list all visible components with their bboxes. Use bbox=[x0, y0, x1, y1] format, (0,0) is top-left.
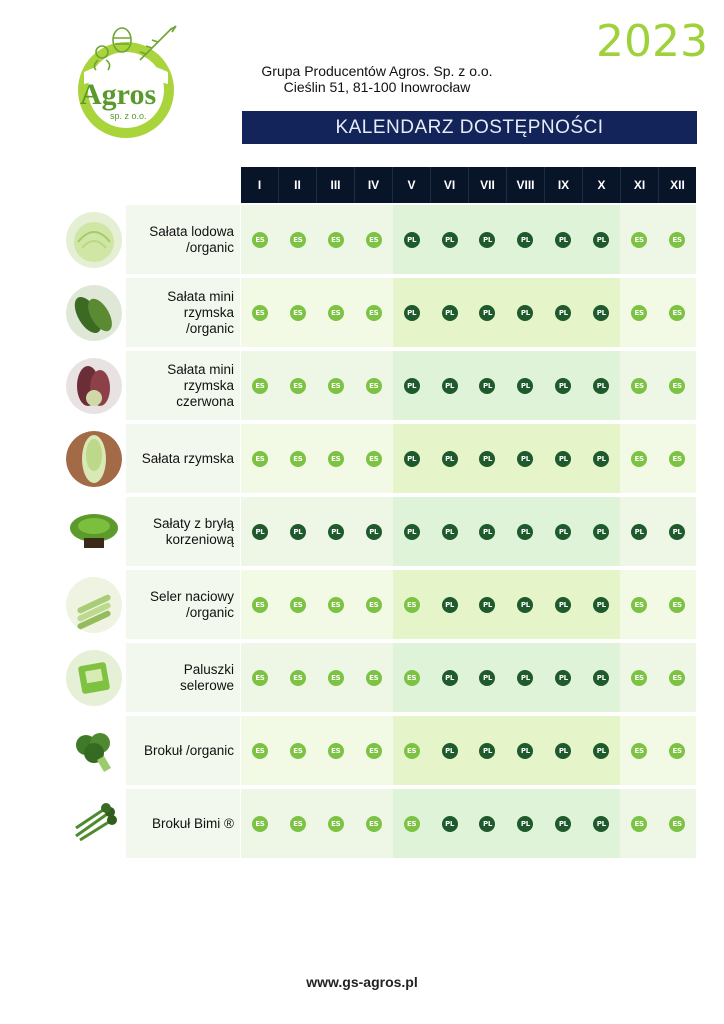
product-name bbox=[126, 205, 240, 274]
poland-origin-badge: PL bbox=[479, 451, 495, 467]
product-name-text: Sałata mini rzymska czerwona bbox=[167, 361, 234, 409]
month-cell-2 bbox=[279, 570, 317, 639]
spain-origin-badge: ES bbox=[328, 743, 344, 759]
month-cell-2 bbox=[279, 789, 317, 858]
month-cells bbox=[241, 789, 696, 858]
month-cell-3 bbox=[317, 570, 355, 639]
month-cell-7 bbox=[469, 570, 507, 639]
poland-origin-badge: PL bbox=[442, 451, 458, 467]
month-cell-9 bbox=[544, 570, 582, 639]
month-header-5: V bbox=[393, 167, 431, 203]
spain-origin-badge: ES bbox=[404, 743, 420, 759]
month-cell-12 bbox=[658, 789, 696, 858]
product-name-text: Brokuł /organic bbox=[143, 742, 234, 758]
poland-origin-badge: PL bbox=[517, 743, 533, 759]
poland-origin-badge: PL bbox=[290, 524, 306, 540]
website-link[interactable]: www.gs-agros.pl bbox=[306, 974, 418, 990]
product-photo bbox=[62, 497, 126, 566]
spain-origin-badge: ES bbox=[366, 305, 382, 321]
month-cell-4 bbox=[355, 497, 393, 566]
product-name-text: Seler naciowy /organic bbox=[149, 588, 234, 620]
poland-origin-badge: PL bbox=[631, 524, 647, 540]
month-cell-10 bbox=[582, 497, 620, 566]
poland-origin-badge: PL bbox=[555, 597, 571, 613]
month-cell-4 bbox=[355, 789, 393, 858]
poland-origin-badge: PL bbox=[555, 305, 571, 321]
spain-origin-badge: ES bbox=[366, 232, 382, 248]
poland-origin-badge: PL bbox=[442, 305, 458, 321]
calendar-banner: KALENDARZ DOSTĘPNOŚCI bbox=[242, 111, 697, 144]
month-cell-6 bbox=[431, 424, 469, 493]
poland-origin-badge: PL bbox=[404, 378, 420, 394]
product-photo bbox=[62, 205, 126, 274]
month-cell-10 bbox=[582, 205, 620, 274]
month-header-10: X bbox=[583, 167, 621, 203]
month-cell-9 bbox=[544, 716, 582, 785]
month-cell-12 bbox=[658, 205, 696, 274]
product-name bbox=[126, 570, 240, 639]
poland-origin-badge: PL bbox=[517, 524, 533, 540]
broccoli-photo bbox=[66, 723, 122, 779]
poland-origin-badge: PL bbox=[517, 378, 533, 394]
month-cell-7 bbox=[469, 643, 507, 712]
month-cell-6 bbox=[431, 643, 469, 712]
month-cell-3 bbox=[317, 716, 355, 785]
poland-origin-badge: PL bbox=[442, 597, 458, 613]
year-label: 2023 bbox=[596, 16, 708, 67]
product-name-text: Sałata lodowa /organic bbox=[149, 223, 234, 255]
month-cell-10 bbox=[582, 278, 620, 347]
month-cell-5 bbox=[393, 424, 431, 493]
poland-origin-badge: PL bbox=[442, 743, 458, 759]
month-cell-5 bbox=[393, 643, 431, 712]
product-row bbox=[62, 497, 698, 566]
celery-sticks-photo bbox=[66, 650, 122, 706]
month-cell-6 bbox=[431, 497, 469, 566]
month-header-9: IX bbox=[545, 167, 583, 203]
month-cell-1 bbox=[241, 424, 279, 493]
poland-origin-badge: PL bbox=[517, 451, 533, 467]
month-header-row bbox=[241, 167, 696, 203]
month-cell-8 bbox=[506, 351, 544, 420]
month-cell-12 bbox=[658, 278, 696, 347]
month-cell-8 bbox=[506, 570, 544, 639]
month-cell-6 bbox=[431, 789, 469, 858]
product-photo bbox=[62, 278, 126, 347]
company-name: Grupa Producentów Agros. Sp. z o.o. bbox=[261, 63, 493, 79]
month-cell-9 bbox=[544, 424, 582, 493]
product-name bbox=[126, 278, 240, 347]
month-cell-7 bbox=[469, 351, 507, 420]
poland-origin-badge: PL bbox=[555, 743, 571, 759]
poland-origin-badge: PL bbox=[252, 524, 268, 540]
month-cell-12 bbox=[658, 351, 696, 420]
month-header-4: IV bbox=[355, 167, 393, 203]
poland-origin-badge: PL bbox=[479, 597, 495, 613]
spain-origin-badge: ES bbox=[669, 816, 685, 832]
poland-origin-badge: PL bbox=[479, 816, 495, 832]
availability-table bbox=[62, 205, 698, 862]
spain-origin-badge: ES bbox=[631, 743, 647, 759]
spain-origin-badge: ES bbox=[631, 232, 647, 248]
poland-origin-badge: PL bbox=[593, 597, 609, 613]
spain-origin-badge: ES bbox=[631, 451, 647, 467]
month-cell-2 bbox=[279, 497, 317, 566]
month-cell-5 bbox=[393, 716, 431, 785]
month-cell-10 bbox=[582, 789, 620, 858]
spain-origin-badge: ES bbox=[669, 670, 685, 686]
month-cell-10 bbox=[582, 351, 620, 420]
poland-origin-badge: PL bbox=[593, 378, 609, 394]
poland-origin-badge: PL bbox=[404, 232, 420, 248]
poland-origin-badge: PL bbox=[328, 524, 344, 540]
spain-origin-badge: ES bbox=[290, 232, 306, 248]
romaine-photo bbox=[66, 431, 122, 487]
month-cell-3 bbox=[317, 205, 355, 274]
product-row bbox=[62, 351, 698, 420]
month-cell-7 bbox=[469, 716, 507, 785]
celery-photo bbox=[66, 577, 122, 633]
month-cell-1 bbox=[241, 278, 279, 347]
product-row bbox=[62, 643, 698, 712]
spain-origin-badge: ES bbox=[631, 378, 647, 394]
month-cell-12 bbox=[658, 643, 696, 712]
product-row bbox=[62, 570, 698, 639]
month-cell-4 bbox=[355, 716, 393, 785]
poland-origin-badge: PL bbox=[593, 743, 609, 759]
spain-origin-badge: ES bbox=[669, 597, 685, 613]
poland-origin-badge: PL bbox=[479, 232, 495, 248]
month-cell-11 bbox=[620, 278, 658, 347]
month-header-3: III bbox=[317, 167, 355, 203]
month-cell-2 bbox=[279, 278, 317, 347]
spain-origin-badge: ES bbox=[328, 670, 344, 686]
poland-origin-badge: PL bbox=[404, 305, 420, 321]
spain-origin-badge: ES bbox=[252, 451, 268, 467]
month-cell-2 bbox=[279, 424, 317, 493]
month-cell-5 bbox=[393, 789, 431, 858]
product-photo bbox=[62, 789, 126, 858]
month-cell-11 bbox=[620, 351, 658, 420]
poland-origin-badge: PL bbox=[479, 305, 495, 321]
poland-origin-badge: PL bbox=[517, 597, 533, 613]
month-cell-6 bbox=[431, 205, 469, 274]
month-cell-3 bbox=[317, 424, 355, 493]
spain-origin-badge: ES bbox=[252, 378, 268, 394]
month-cell-3 bbox=[317, 789, 355, 858]
month-cell-4 bbox=[355, 643, 393, 712]
month-cell-9 bbox=[544, 497, 582, 566]
month-cells bbox=[241, 716, 696, 785]
month-cells bbox=[241, 497, 696, 566]
month-cell-4 bbox=[355, 278, 393, 347]
month-cell-4 bbox=[355, 570, 393, 639]
spain-origin-badge: ES bbox=[252, 305, 268, 321]
month-cell-2 bbox=[279, 351, 317, 420]
poland-origin-badge: PL bbox=[517, 232, 533, 248]
product-row bbox=[62, 205, 698, 274]
poland-origin-badge: PL bbox=[593, 816, 609, 832]
company-address: Cieślin 51, 81-100 Inowrocław bbox=[283, 79, 471, 95]
month-cells bbox=[241, 643, 696, 712]
month-cell-1 bbox=[241, 643, 279, 712]
poland-origin-badge: PL bbox=[555, 232, 571, 248]
product-name bbox=[126, 789, 240, 858]
poland-origin-badge: PL bbox=[479, 524, 495, 540]
product-name-text: Brokuł Bimi ® bbox=[152, 815, 234, 831]
poland-origin-badge: PL bbox=[593, 305, 609, 321]
month-cell-9 bbox=[544, 205, 582, 274]
poland-origin-badge: PL bbox=[555, 816, 571, 832]
spain-origin-badge: ES bbox=[290, 816, 306, 832]
month-cell-1 bbox=[241, 789, 279, 858]
month-cell-12 bbox=[658, 424, 696, 493]
month-cell-3 bbox=[317, 643, 355, 712]
month-cell-6 bbox=[431, 278, 469, 347]
month-cell-5 bbox=[393, 205, 431, 274]
poland-origin-badge: PL bbox=[555, 378, 571, 394]
spain-origin-badge: ES bbox=[366, 597, 382, 613]
spain-origin-badge: ES bbox=[669, 232, 685, 248]
spain-origin-badge: ES bbox=[366, 378, 382, 394]
agros-logo bbox=[66, 22, 196, 142]
poland-origin-badge: PL bbox=[517, 816, 533, 832]
poland-origin-badge: PL bbox=[366, 524, 382, 540]
poland-origin-badge: PL bbox=[669, 524, 685, 540]
poland-origin-badge: PL bbox=[479, 670, 495, 686]
month-header-1: I bbox=[241, 167, 279, 203]
month-cell-6 bbox=[431, 351, 469, 420]
month-cell-12 bbox=[658, 716, 696, 785]
spain-origin-badge: ES bbox=[631, 816, 647, 832]
month-cell-7 bbox=[469, 205, 507, 274]
spain-origin-badge: ES bbox=[328, 378, 344, 394]
poland-origin-badge: PL bbox=[555, 670, 571, 686]
month-cell-5 bbox=[393, 570, 431, 639]
month-cell-8 bbox=[506, 643, 544, 712]
poland-origin-badge: PL bbox=[517, 670, 533, 686]
month-cell-1 bbox=[241, 716, 279, 785]
month-cell-11 bbox=[620, 205, 658, 274]
month-cells bbox=[241, 278, 696, 347]
month-cell-2 bbox=[279, 716, 317, 785]
month-cell-8 bbox=[506, 205, 544, 274]
product-name bbox=[126, 424, 240, 493]
month-cell-10 bbox=[582, 643, 620, 712]
poland-origin-badge: PL bbox=[404, 524, 420, 540]
month-cell-11 bbox=[620, 570, 658, 639]
product-name bbox=[126, 351, 240, 420]
month-cell-10 bbox=[582, 716, 620, 785]
product-name-text: Paluszki selerowe bbox=[179, 661, 234, 693]
spain-origin-badge: ES bbox=[252, 597, 268, 613]
poland-origin-badge: PL bbox=[404, 451, 420, 467]
month-cell-7 bbox=[469, 424, 507, 493]
iceberg-lettuce-photo bbox=[66, 212, 122, 268]
spain-origin-badge: ES bbox=[328, 816, 344, 832]
product-row bbox=[62, 278, 698, 347]
spain-origin-badge: ES bbox=[404, 597, 420, 613]
poland-origin-badge: PL bbox=[479, 743, 495, 759]
month-cell-6 bbox=[431, 716, 469, 785]
month-cell-9 bbox=[544, 278, 582, 347]
month-cell-8 bbox=[506, 497, 544, 566]
product-name-text: Sałaty z bryłą korzeniową bbox=[152, 515, 234, 547]
month-cell-5 bbox=[393, 351, 431, 420]
month-cell-8 bbox=[506, 789, 544, 858]
spain-origin-badge: ES bbox=[252, 670, 268, 686]
poland-origin-badge: PL bbox=[442, 232, 458, 248]
month-cell-4 bbox=[355, 424, 393, 493]
product-photo bbox=[62, 570, 126, 639]
red-romaine-photo bbox=[66, 358, 122, 414]
month-cell-9 bbox=[544, 789, 582, 858]
month-cell-9 bbox=[544, 643, 582, 712]
product-row bbox=[62, 789, 698, 858]
spain-origin-badge: ES bbox=[669, 305, 685, 321]
spain-origin-badge: ES bbox=[631, 670, 647, 686]
month-cell-2 bbox=[279, 643, 317, 712]
spain-origin-badge: ES bbox=[631, 305, 647, 321]
month-cell-10 bbox=[582, 570, 620, 639]
spain-origin-badge: ES bbox=[404, 670, 420, 686]
month-cell-2 bbox=[279, 205, 317, 274]
product-photo bbox=[62, 716, 126, 785]
poland-origin-badge: PL bbox=[517, 305, 533, 321]
month-cell-8 bbox=[506, 278, 544, 347]
poland-origin-badge: PL bbox=[479, 378, 495, 394]
month-cell-3 bbox=[317, 351, 355, 420]
spain-origin-badge: ES bbox=[328, 232, 344, 248]
spain-origin-badge: ES bbox=[328, 597, 344, 613]
spain-origin-badge: ES bbox=[290, 670, 306, 686]
spain-origin-badge: ES bbox=[669, 451, 685, 467]
month-header-6: VI bbox=[431, 167, 469, 203]
month-cell-11 bbox=[620, 424, 658, 493]
month-cell-5 bbox=[393, 497, 431, 566]
spain-origin-badge: ES bbox=[252, 232, 268, 248]
poland-origin-badge: PL bbox=[442, 524, 458, 540]
spain-origin-badge: ES bbox=[290, 597, 306, 613]
month-cell-11 bbox=[620, 716, 658, 785]
month-cell-11 bbox=[620, 789, 658, 858]
month-cell-4 bbox=[355, 351, 393, 420]
month-cell-4 bbox=[355, 205, 393, 274]
month-cells bbox=[241, 351, 696, 420]
month-cell-8 bbox=[506, 716, 544, 785]
product-name bbox=[126, 497, 240, 566]
spain-origin-badge: ES bbox=[328, 305, 344, 321]
poland-origin-badge: PL bbox=[593, 232, 609, 248]
poland-origin-badge: PL bbox=[593, 524, 609, 540]
month-cell-5 bbox=[393, 278, 431, 347]
spain-origin-badge: ES bbox=[366, 451, 382, 467]
poland-origin-badge: PL bbox=[555, 451, 571, 467]
spain-origin-badge: ES bbox=[404, 816, 420, 832]
month-header-11: XI bbox=[621, 167, 659, 203]
month-cell-7 bbox=[469, 278, 507, 347]
mini-romaine-photo bbox=[66, 285, 122, 341]
svg-text:sp. z o.o.: sp. z o.o. bbox=[110, 111, 147, 121]
month-header-8: VIII bbox=[507, 167, 545, 203]
month-cell-3 bbox=[317, 497, 355, 566]
product-name bbox=[126, 716, 240, 785]
month-cell-11 bbox=[620, 643, 658, 712]
month-cells bbox=[241, 424, 696, 493]
spain-origin-badge: ES bbox=[290, 378, 306, 394]
spain-origin-badge: ES bbox=[328, 451, 344, 467]
product-photo bbox=[62, 351, 126, 420]
month-cell-12 bbox=[658, 497, 696, 566]
product-name-text: Sałata rzymska bbox=[141, 450, 234, 466]
month-cell-1 bbox=[241, 570, 279, 639]
product-name bbox=[126, 643, 240, 712]
month-cell-11 bbox=[620, 497, 658, 566]
month-cells bbox=[241, 205, 696, 274]
spain-origin-badge: ES bbox=[252, 743, 268, 759]
spain-origin-badge: ES bbox=[252, 816, 268, 832]
rooted-lettuce-photo bbox=[66, 504, 122, 560]
poland-origin-badge: PL bbox=[442, 378, 458, 394]
poland-origin-badge: PL bbox=[593, 670, 609, 686]
month-header-7: VII bbox=[469, 167, 507, 203]
spain-origin-badge: ES bbox=[669, 378, 685, 394]
product-row bbox=[62, 424, 698, 493]
month-cell-1 bbox=[241, 205, 279, 274]
spain-origin-badge: ES bbox=[366, 743, 382, 759]
poland-origin-badge: PL bbox=[442, 670, 458, 686]
poland-origin-badge: PL bbox=[442, 816, 458, 832]
logo-text: Agros bbox=[80, 78, 157, 111]
product-name-text: Sałata mini rzymska /organic bbox=[167, 288, 234, 336]
month-cell-8 bbox=[506, 424, 544, 493]
company-info bbox=[242, 63, 512, 95]
spain-origin-badge: ES bbox=[631, 597, 647, 613]
spain-origin-badge: ES bbox=[290, 305, 306, 321]
spain-origin-badge: ES bbox=[669, 743, 685, 759]
product-photo bbox=[62, 424, 126, 493]
spain-origin-badge: ES bbox=[290, 451, 306, 467]
bimi-broccoli-photo bbox=[66, 796, 122, 852]
month-cell-6 bbox=[431, 570, 469, 639]
month-cell-7 bbox=[469, 789, 507, 858]
poland-origin-badge: PL bbox=[555, 524, 571, 540]
month-cell-9 bbox=[544, 351, 582, 420]
month-header-2: II bbox=[279, 167, 317, 203]
month-cell-1 bbox=[241, 351, 279, 420]
month-cell-1 bbox=[241, 497, 279, 566]
month-cells bbox=[241, 570, 696, 639]
product-photo bbox=[62, 643, 126, 712]
spain-origin-badge: ES bbox=[366, 816, 382, 832]
month-cell-10 bbox=[582, 424, 620, 493]
poland-origin-badge: PL bbox=[593, 451, 609, 467]
month-header-12: XII bbox=[670, 178, 685, 192]
product-row bbox=[62, 716, 698, 785]
month-cell-7 bbox=[469, 497, 507, 566]
month-cell-12 bbox=[658, 570, 696, 639]
month-cell-3 bbox=[317, 278, 355, 347]
spain-origin-badge: ES bbox=[290, 743, 306, 759]
spain-origin-badge: ES bbox=[366, 670, 382, 686]
